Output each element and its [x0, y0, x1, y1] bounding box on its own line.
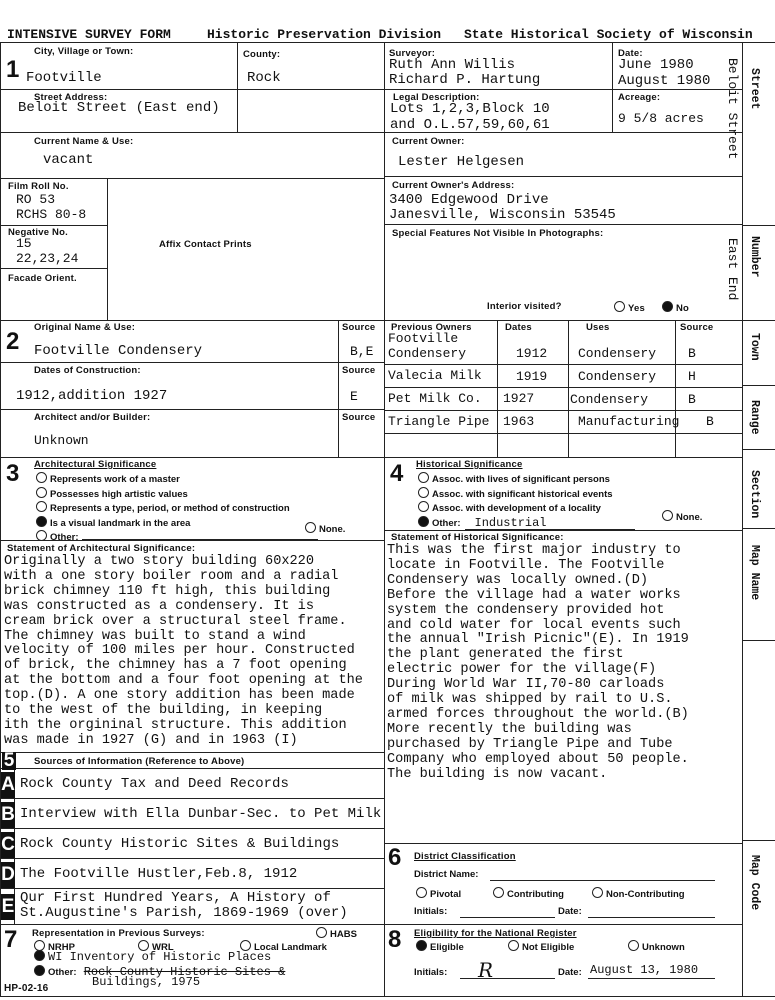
habs-option: HABS	[316, 927, 357, 940]
orig-value: Footville Condensery	[34, 343, 203, 359]
nrhp-option: NRHP	[34, 940, 75, 953]
arch-opt-other: Other:	[36, 530, 318, 545]
arch-statement: Originally a two story building 60x220 with a one story boiler room and a radial brick chimney 110 ft high, this building was constructed as a condensery. It is cream brick over a structural steel frame. The chimney was built to stand a wind velocity of 100 miles per hour. Constructed of brick, the chimney has a 7 foot opening at the bottom and a four foot opening at the top.(D). A one story addition has been made to the west of the building, in keeping ith the orgininal structure. This addition was made in 1927 (G) and in 1963 (I)	[4, 554, 363, 748]
division-name: Historic Preservation Division	[207, 27, 442, 42]
section-2-number: 2	[6, 328, 20, 355]
const-label: Dates of Construction:	[34, 365, 141, 376]
arch-sig-title: Architectural Significance	[34, 459, 157, 470]
owner-row-1-name: Footville	[388, 331, 459, 346]
special-features-label: Special Features Not Visible In Photographs:	[392, 228, 604, 239]
radio-icon[interactable]	[316, 927, 327, 938]
source-letter-e: E	[1, 894, 15, 920]
side-street-value: Beloit Street	[725, 58, 740, 160]
orig-label: Original Name & Use:	[34, 322, 136, 333]
owner-row-4-source: B	[706, 414, 714, 429]
pivotal-option: Pivotal	[416, 887, 461, 900]
arch-stmt-label: Statement of Architectural Significance:	[7, 543, 196, 554]
radio-filled-icon[interactable]	[34, 950, 45, 961]
no-radio-icon[interactable]	[662, 301, 673, 312]
side-street-label: Street	[748, 68, 761, 110]
hist-sig-title: Historical Significance	[416, 459, 523, 470]
form-number: HP-02-16	[4, 983, 49, 994]
interior-yes: Yes	[614, 301, 645, 314]
elig-date-value: August 13, 1980	[590, 963, 699, 977]
contributing-option: Contributing	[493, 887, 564, 900]
source-letter-c: C	[1, 832, 15, 858]
elig-initials-label: Initials:	[414, 967, 448, 978]
sources-title: Sources of Information (Reference to Above)	[34, 756, 245, 767]
address-label: Current Owner's Address:	[392, 180, 515, 191]
radio-icon[interactable]	[418, 487, 429, 498]
prev-owners-header: Previous Owners	[391, 322, 472, 333]
architect-value: Unknown	[34, 433, 89, 448]
street-label: Street Address:	[34, 92, 108, 103]
architect-label: Architect and/or Builder:	[34, 412, 151, 423]
hist-other-value: Industrial	[465, 517, 635, 531]
negative-1: 15	[16, 236, 32, 251]
section-5-number: 5	[3, 750, 15, 771]
wrl-option: WRL	[138, 940, 174, 953]
hist-opt-2: Assoc. with significant historical events	[418, 487, 635, 502]
owner-row-1-date: 1912	[516, 346, 548, 361]
owner-row-2-source: H	[688, 369, 696, 384]
hist-opt-3: Assoc. with development of a locality	[418, 501, 635, 516]
elig-date-label: Date:	[558, 967, 582, 978]
owner-row-3-date: 1927	[503, 391, 535, 406]
source-d: The Footville Hustler,Feb.8, 1912	[20, 866, 298, 882]
none-radio-icon[interactable]	[305, 522, 316, 533]
other-survey-option: Other: Rock County Historic Sites &	[34, 965, 285, 980]
radio-icon[interactable]	[493, 887, 504, 898]
hist-none: None.	[662, 510, 702, 525]
radio-filled-icon[interactable]	[418, 516, 429, 527]
const-value: 1912,addition 1927	[16, 388, 168, 404]
radio-filled-icon[interactable]	[416, 940, 427, 951]
hist-opt-1: Assoc. with lives of significant persons	[418, 472, 635, 487]
source-letter-a: A	[1, 772, 15, 798]
acreage-label: Acreage:	[618, 92, 661, 103]
source-b: Interview with Ella Dunbar-Sec. to Pet Milk	[20, 806, 382, 822]
city-value: Footville	[26, 70, 102, 86]
hist-opt-other: Other: Industrial	[418, 516, 635, 531]
city-label: City, Village or Town:	[34, 46, 134, 57]
arch-opt-3: Represents a type, period, or method of construction	[36, 501, 318, 516]
district-initials-label: Initials:	[414, 906, 448, 917]
side-number-label: Number	[748, 236, 761, 278]
owner-row-4-use: Manufacturing	[578, 414, 680, 429]
section-7-number: 7	[4, 926, 18, 953]
source-e-2: St.Augustine's Parish, 1869-1969 (over)	[20, 905, 348, 921]
date-1: June 1980	[618, 57, 694, 73]
film-label: Film Roll No.	[8, 181, 69, 192]
arch-none: None.	[305, 522, 345, 537]
radio-icon[interactable]	[418, 472, 429, 483]
section-1-number: 1	[6, 56, 20, 83]
arch-opt-4: Is a visual landmark in the area	[36, 516, 318, 531]
address-2: Janesville, Wisconsin 53545	[389, 207, 616, 223]
owner-row-2-use: Condensery	[578, 369, 657, 384]
district-title: District Classification	[414, 851, 516, 862]
legal-label: Legal Description:	[393, 92, 480, 103]
source-header-1: Source	[342, 322, 376, 333]
district-name-line	[490, 880, 715, 881]
district-date-label: Date:	[558, 906, 582, 917]
negative-2: 22,23,24	[16, 251, 79, 266]
arch-opt-2: Possesses high artistic values	[36, 487, 318, 502]
orig-source: B,E	[350, 344, 374, 359]
const-source: E	[350, 389, 358, 404]
curname-value: vacant	[43, 152, 94, 168]
source-header-4: Source	[680, 322, 714, 333]
radio-icon[interactable]	[418, 501, 429, 512]
source-c: Rock County Historic Sites & Buildings	[20, 836, 340, 852]
radio-icon[interactable]	[36, 501, 47, 512]
wi-inventory-option: WI Inventory of Historic Places	[34, 950, 271, 964]
owner-row-4-name: Triangle Pipe	[388, 414, 490, 429]
noncontributing-option: Non-Contributing	[592, 887, 685, 900]
source-letter-d: D	[1, 862, 15, 888]
source-letter-b: B	[1, 802, 15, 828]
prev-surveys-title: Representation in Previous Surveys:	[32, 928, 205, 939]
hist-statement: This was the first major industry to locate in Footville. The Footville Condensery was locally owned.(D) Before the village had a water works system the condensery provided hot and cold water for local events such the annual "Irish Picnic"(E). In 1919 the plant generated the first electric power for the village(F) During World War II,70-80 carloads of milk was shipped by rail to U.S. armed forces throughout the world.(B) More recently the building was purchased by Triangle Pipe and Tube Company who employed about 50 people. The building is now vacant.	[387, 543, 689, 782]
uses-header: Uses	[586, 322, 610, 333]
interior-no: No	[662, 301, 689, 314]
owner-row-2-name: Valecia Milk	[388, 368, 482, 383]
film-2: RCHS 80-8	[16, 207, 87, 222]
hist-sig-options	[418, 472, 635, 530]
owner-row-1-source: B	[688, 346, 696, 361]
owner-row-1-name2: Condensery	[388, 346, 467, 361]
legal-2: and O.L.57,59,60,61	[390, 117, 550, 133]
arch-sig-options	[36, 472, 318, 545]
side-town-label: Town	[748, 333, 761, 361]
radio-filled-icon[interactable]	[36, 516, 47, 527]
owner-row-3-source: B	[688, 392, 696, 407]
facade-label: Facade Orient.	[8, 273, 77, 284]
film-1: RO 53	[16, 192, 56, 207]
radio-icon[interactable]	[36, 472, 47, 483]
section-6-number: 6	[388, 844, 402, 871]
side-map-name-label: Map Name	[748, 545, 761, 601]
interior-label: Interior visited?	[487, 301, 562, 312]
local-landmark-option: Local Landmark	[240, 940, 327, 953]
eligibility-title: Eligibility for the National Register	[414, 928, 577, 939]
date-label: Date:	[618, 48, 643, 59]
county-value: Rock	[247, 70, 281, 86]
negative-label: Negative No.	[8, 227, 68, 238]
section-4-number: 4	[390, 460, 404, 487]
radio-icon[interactable]	[36, 530, 47, 541]
elig-initials-value: R	[478, 958, 494, 982]
society-name: State Historical Society of Wisconsin	[464, 27, 753, 42]
date-2: August 1980	[618, 73, 711, 89]
radio-icon[interactable]	[592, 887, 603, 898]
district-name-label: District Name:	[414, 869, 479, 880]
owner-row-4-date: 1963	[503, 414, 535, 429]
section-8-number: 8	[388, 926, 402, 953]
radio-icon[interactable]	[36, 487, 47, 498]
owner-label: Current Owner:	[392, 136, 465, 147]
not-eligible-option: Not Eligible	[508, 940, 574, 953]
eligible-option: Eligible	[416, 940, 464, 953]
acreage-value: 9 5/8 acres	[618, 111, 704, 126]
side-map-code-label: Map Code	[748, 855, 761, 911]
street-value: Beloit Street (East end)	[18, 100, 220, 116]
surveyor-label: Surveyor:	[389, 48, 436, 59]
side-section-label: Section	[748, 470, 761, 519]
none-radio-icon[interactable]	[662, 510, 673, 521]
address-1: 3400 Edgewood Drive	[389, 192, 549, 208]
radio-icon[interactable]	[628, 940, 639, 951]
source-e-1: Qur First Hundred Years, A History of	[20, 890, 331, 906]
radio-icon[interactable]	[508, 940, 519, 951]
section-3-number: 3	[6, 460, 20, 487]
dates-header: Dates	[505, 322, 532, 333]
hist-stmt-label: Statement of Historical Significance:	[391, 532, 564, 543]
owner-row-2-date: 1919	[516, 369, 548, 384]
form-title: INTENSIVE SURVEY FORM	[7, 27, 171, 42]
affix-prints-label: Affix Contact Prints	[159, 239, 252, 250]
surveyor-2: Richard P. Hartung	[389, 72, 541, 88]
side-range-label: Range	[748, 400, 761, 435]
legal-1: Lots 1,2,3,Block 10	[390, 101, 550, 117]
owner-row-1-use: Condensery	[578, 346, 657, 361]
unknown-option: Unknown	[628, 940, 685, 953]
radio-filled-icon[interactable]	[34, 965, 45, 976]
other-survey-2: Buildings, 1975	[92, 975, 201, 989]
source-header-3: Source	[342, 412, 376, 423]
radio-icon[interactable]	[416, 887, 427, 898]
owner-row-3-use: Condensery	[570, 392, 649, 407]
curname-label: Current Name & Use:	[34, 136, 134, 147]
owner-value: Lester Helgesen	[398, 154, 525, 170]
source-a: Rock County Tax and Deed Records	[20, 776, 289, 792]
side-number-value: East End	[725, 238, 740, 301]
owner-row-3-name: Pet Milk Co.	[388, 391, 482, 406]
source-header-2: Source	[342, 365, 376, 376]
yes-radio-icon[interactable]	[614, 301, 625, 312]
surveyor-1: Ruth Ann Willis	[389, 57, 516, 73]
county-label: County:	[243, 49, 281, 60]
arch-opt-1: Represents work of a master	[36, 472, 318, 487]
